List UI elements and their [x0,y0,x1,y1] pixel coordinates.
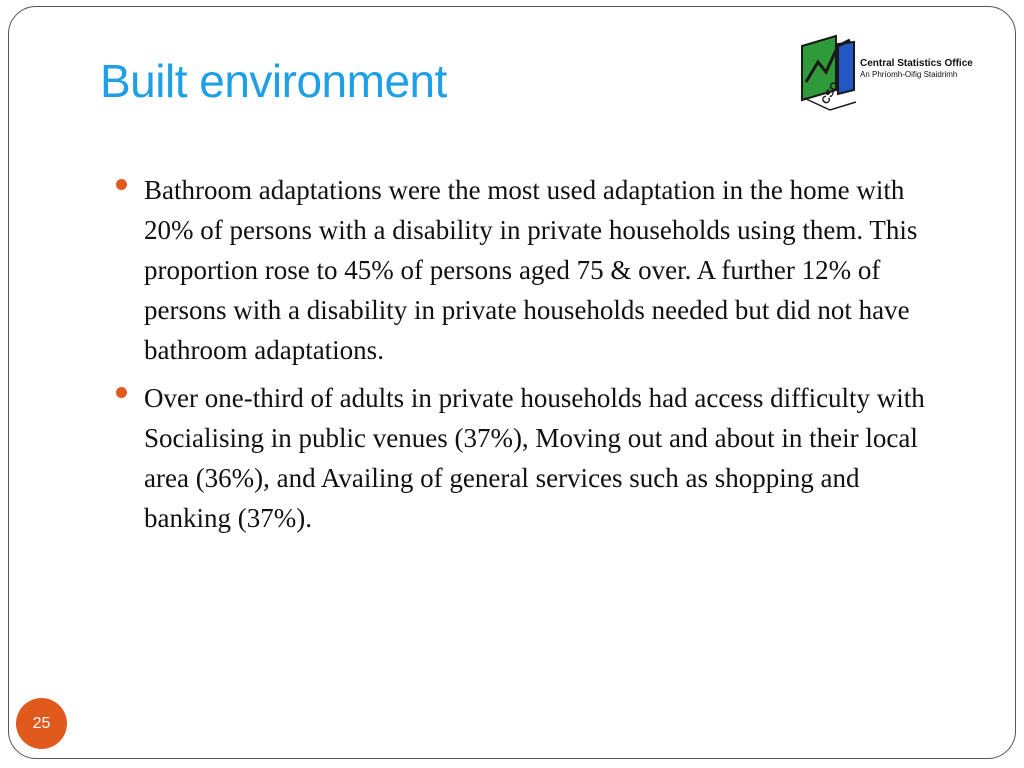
bullet-text: Over one-third of adults in private households had access difficulty with Socialising in public venues (37%), Moving out and about in their local area (36%), and Availing of general services such as shopping and banking (37%). [144,383,925,533]
bullet-item [116,378,936,538]
cso-logo [790,30,984,118]
cso-monogram: CSO [819,79,842,107]
cso-logo-icon [794,32,860,116]
logo-name: Central Statistics Office [860,58,973,69]
bullet-item [116,170,936,370]
logo-irish-name: An Phríomh-Oifig Staidrimh [860,69,958,79]
bullet-marker [116,387,127,398]
slide-title: Built environment [100,55,447,107]
bullet-list [116,170,936,546]
logo-text [860,58,973,79]
bullet-marker [116,179,127,190]
page-number-badge: 25 [16,698,67,749]
bullet-text: Bathroom adaptations were the most used adaptation in the home with 20% of persons with a disability in private households using them. This proportion rose to 45% of persons aged 75 & over. A further 12% of persons with a disability in private households needed but did not have bathroom adaptations. [144,175,918,365]
